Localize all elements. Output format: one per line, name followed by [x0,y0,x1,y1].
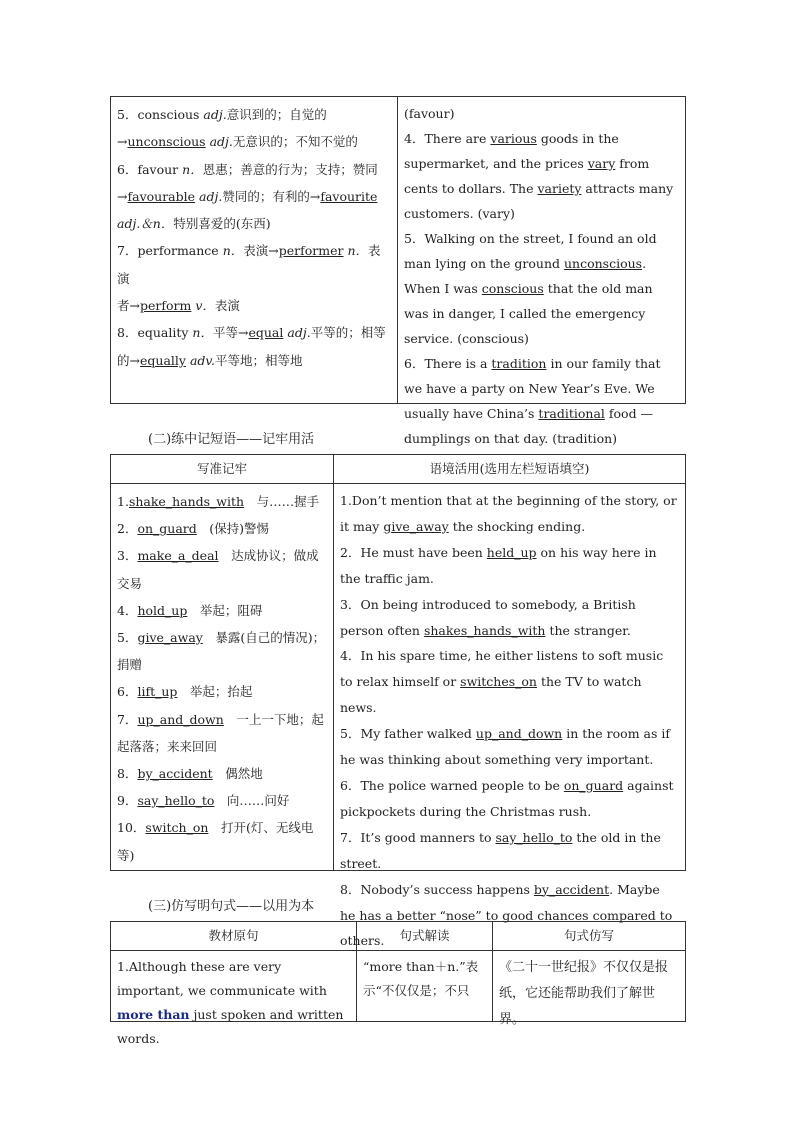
column-header: 语境活用(选用左栏短语填空) [334,455,686,484]
context-sentence: 4．In his spare time, he either listens to soft music to relax himself or switches_on the TV to watch news. [340,648,664,716]
context-sentence: 5．My father walked up_and_down in the room as if he was thinking about something very important. [340,726,670,768]
column-header: 句式仿写 [493,922,686,951]
section-title: (二)练中记短语——记牢用活 [148,432,315,447]
context-sentence: 2．He must have been held_up on his way here in the traffic jam. [340,544,657,586]
column-header: 写准记牢 [111,455,334,484]
section-title: (三)仿写明句式——以用为本 [148,899,315,914]
word-family-cell [111,97,398,404]
column-header: 句式解读 [357,922,493,951]
context-sentence: 1.Don’t mention that at the beginning of the story, or it may give_away the shocking ending. [340,493,677,534]
exercise-sentence-4: 4．There are various goods in the supermarket, and the prices vary from cents to dollars. The variety attracts many customers. (vary) [404,131,674,221]
imitation-cell: 《二十一世纪报》不仅仅是报纸，它还能帮助我们了解世界。 [493,951,686,1022]
phrase-item: 8．by_accident 偶然地 [117,766,263,782]
word-line: 5．conscious adj.意识到的；自觉的 [117,107,327,122]
phrase-item: 9．say_hello_to 向……问好 [117,793,290,809]
exercise-sentence-6: 6．There is a tradition in our family that we have a party on New Year’s Eve. We usually have China’s traditional food — dumplings on that day. (tradition) [404,356,661,446]
pattern-analysis-cell: “more than＋n.”表示“不仅仅是；不只 [357,951,493,1022]
column-header: 教材原句 [111,922,357,951]
word-line: 的→equally adv.平等地；相等地 [117,352,303,368]
phrase-item: 4．hold_up 举起；阻碍 [117,602,263,618]
word-line: adj.＆n．特别喜爱的(东西) [117,216,271,232]
phrase-item: 5．give_away 暴露(自己的情况)；捐赠 [117,630,326,673]
context-sentence: 3．On being introduced to somebody, a British person often shakes_hands_with the stranger. [340,596,636,638]
context-sentence: 8．Nobody’s success happens by_accident. Maybe he has a better “nose” to good chances compared to others. [340,881,673,949]
sentence-pattern-table [110,921,686,1046]
exercise-cell [398,97,686,446]
exercise-line: (favour) [404,106,455,121]
phrase-list-cell [111,484,334,871]
word-line: 8．equality n．平等→equal adj.平等的；相等 [117,325,386,341]
phrase-item: 3．make_a_deal 达成协议；做成交易 [117,548,319,591]
context-sentence: 6．The police warned people to be on_guard against pickpockets during the Christmas rush. [340,777,674,819]
phrase-item: 6．lift_up 举起；抬起 [117,684,253,700]
exercise-sentence-5: 5．Walking on the street, I found an old man lying on the ground unconscious. When I was conscious that the old man was in danger, I called the emergency service. (conscious) [404,231,657,346]
original-sentence-cell: 1.Although these are very important, we communicate with more than just spoken and written words. [111,951,357,1022]
phrase-item: 2．on_guard (保持)警惕 [117,521,270,537]
word-line: →unconscious adj.无意识的；不知不觉的 [117,134,358,150]
word-line: 者→perform v．表演 [117,298,240,314]
phrase-item: 10．switch_on 打开(灯、无线电等) [117,820,314,863]
context-sentence: 7．It’s good manners to say_hello_to the old in the street. [340,829,661,871]
word-line: 6．favour n．恩惠；善意的行为；支持；赞同 [117,161,378,177]
phrase-item: 1.shake_hands_with 与……握手 [117,494,320,509]
word-line: 7．performance n．表演→performer n．表演 [117,243,381,286]
word-line: →favourable adj.赞同的；有利的→favourite [117,188,378,204]
phrase-item: 7．up_and_down 一上一下地；起起落落；来来回回 [117,711,324,754]
